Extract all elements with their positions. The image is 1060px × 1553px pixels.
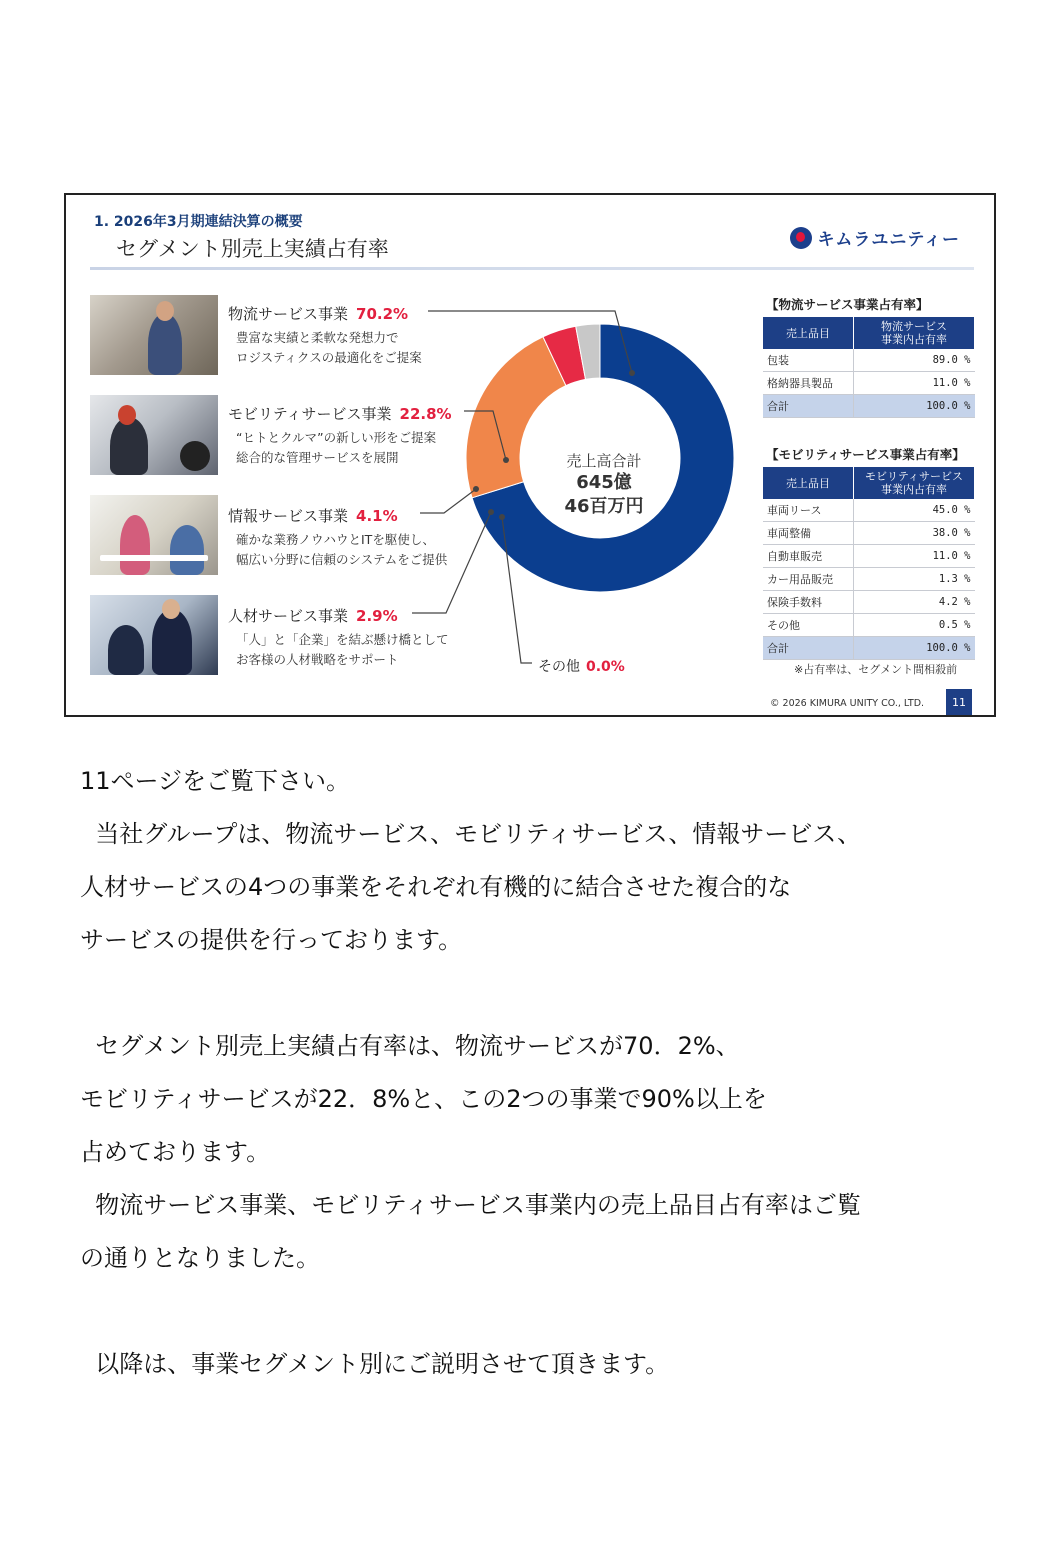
paragraph: 物流サービス事業、モビリティサービス事業内の売上品目占有率はご覧 [80,1191,861,1219]
col-header-share: モビリティサービス 事業内占有率 [854,467,975,499]
mobility-share-table-title: 【モビリティサービス事業占有率】 [766,447,965,462]
table-row: 車両整備 38.0 % [763,522,975,545]
donut-center-total: 売上高合計 645億 46百万円 [564,452,644,517]
col-header-item: 売上品目 [763,317,854,349]
table-row: 保険手数料 4.2 % [763,591,975,614]
paragraph: セグメント別売上実績占有率は、物流サービスが70．2%、 [80,1032,740,1060]
table-row: 自動車販売 11.0 % [763,545,975,568]
logo-text: キムラユニティー [817,230,960,250]
table-row: 包装 89.0 % [763,349,975,372]
footnote: ※占有率は、セグメント間相殺前 [794,663,958,676]
narration-text [80,755,980,1391]
leader-staffing [412,512,491,613]
paragraph: の通りとなりました。 [80,1244,320,1272]
segment-mobility-desc: “ヒトとクルマ”の新しい形をご提案 総合的な管理サービスを展開 [236,430,437,465]
slide [64,193,996,717]
paragraph: 人材サービスの4つの事業をそれぞれ有機的に結合させた複合的な [80,873,792,901]
segment-logistics-name: 物流サービス事業 70.2% [228,305,409,323]
segment-staffing-name: 人材サービス事業 2.9% [228,607,398,625]
segment-staffing-desc: 「人」と「企業」を結ぶ懸け橋として お客様の人材戦略をサポート [236,632,449,667]
col-header-item: 売上品目 [763,467,854,499]
col-header-share: 物流サービス 事業内占有率 [854,317,975,349]
logistics-share-table [763,317,975,418]
slide-title: セグメント別売上実績占有率 [116,237,389,261]
leader-information [420,489,476,513]
paragraph: モビリティサービスが22．8%と、この2つの事業で90%以上を [80,1085,767,1113]
paragraph: 以降は、事業セグメント別にご説明させて頂きます。 [80,1350,670,1378]
table-row: 格納器具製品 11.0 % [763,372,975,395]
paragraph: サービスの提供を行っております。 [80,926,463,954]
table-row: 車両リース 45.0 % [763,499,975,522]
logistics-share-table-title: 【物流サービス事業占有率】 [766,297,929,312]
segment-information-pct: 4.1% [356,507,398,525]
paragraph: 11ページをご覧下さい。 [80,767,351,795]
segment-mobility-name: モビリティサービス事業 22.8% [228,405,452,423]
page-number: 11 [946,689,972,715]
segment-other-label: その他 0.0% [538,659,625,675]
copyright: © 2026 KIMURA UNITY CO., LTD. [770,698,925,709]
segment-logistics-desc: 豊富な実績と柔軟な発想力で ロジスティクスの最適化をご提案 [236,330,422,365]
segment-logistics-pct: 70.2% [356,305,409,323]
table-total-row: 合計 100.0 % [763,637,975,660]
paragraph: 占めております。 [80,1138,271,1166]
mobility-share-table [763,467,975,660]
paragraph: 当社グループは、物流サービス、モビリティサービス、情報サービス、 [80,820,862,848]
table-row: カー用品販売 1.3 % [763,568,975,591]
segment-mobility-pct: 22.8% [399,405,452,423]
segment-information-desc: 確かな業務ノウハウとITを駆使し、 幅広い分野に信頼のシステムをご提供 [236,532,448,567]
table-row: その他 0.5 % [763,614,975,637]
segment-staffing-pct: 2.9% [356,607,398,625]
table-total-row: 合計 100.0 % [763,395,975,418]
segment-information-name: 情報サービス事業 4.1% [228,507,398,525]
section-heading: 1. 2026年3月期連結決算の概要 [94,214,303,230]
